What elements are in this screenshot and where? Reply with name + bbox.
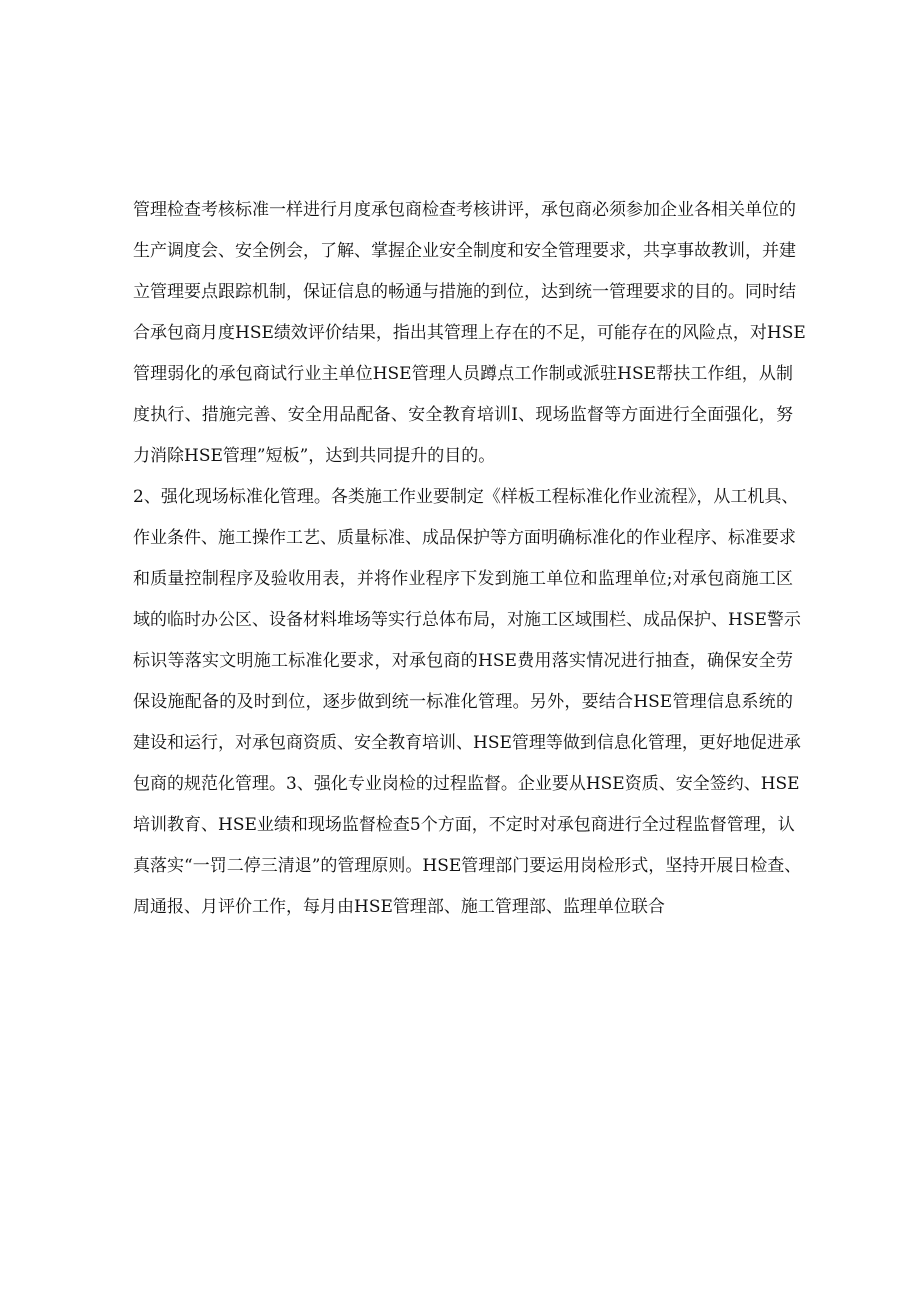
text-line: 标识等落实文明施工标准化要求，对承包商的HSE费用落实情况进行抽查，确保安全劳 (133, 651, 793, 671)
text-line: 建设和运行，对承包商资质、安全教育培训、HSE管理等做到信息化管理，更好地促进承 (133, 733, 801, 753)
text-line: 力消除HSE管理”短板”，达到共同提升的目的。 (133, 446, 496, 466)
text-line: 2、强化现场标准化管理。各类施工作业要制定《样板工程标准化作业流程》，从工机具、 (133, 487, 799, 507)
text-line: 合承包商月度HSE绩效评价结果，指出其管理上存在的不足，可能存在的风险点，对HSE (133, 323, 806, 343)
text-line: 立管理要点跟踪机制，保证信息的畅通与措施的到位，达到统一管理要求的目的。同时结 (133, 282, 796, 302)
text-line: 度执行、措施完善、安全用品配备、安全教育培训I、现场监督等方面进行全面强化，努 (133, 405, 793, 425)
text-line: 周通报、月评价工作，每月由HSE管理部、施工管理部、监理单位联合 (133, 897, 665, 917)
text-line: 和质量控制程序及验收用表，并将作业程序下发到施工单位和监理单位;对承包商施工区 (133, 569, 793, 589)
text-line: 管理检查考核标准一样进行月度承包商检查考核讲评，承包商必须参加企业各相关单位的 (133, 200, 796, 220)
text-line: 保设施配备的及时到位，逐步做到统一标准化管理。另外，要结合HSE管理信息系统的 (133, 692, 793, 712)
text-line: 作业条件、施工操作工艺、质量标准、成品保护等方面明确标准化的作业程序、标准要求 (133, 528, 796, 548)
document-body (133, 190, 806, 928)
text-line: 生产调度会、安全例会，了解、掌握企业安全制度和安全管理要求，共享事故教训，并建 (133, 241, 796, 261)
text-line: 管理弱化的承包商试行业主单位HSE管理人员蹲点工作制或派驻HSE帮扶工作组，从制 (133, 364, 793, 384)
text-line: 真落实“一罚二停三清退”的管理原则。HSE管理部门要运用岗检形式，坚持开展日检查、 (133, 856, 802, 876)
text-line: 培训教育、HSE业绩和现场监督检查5个方面，不定时对承包商进行全过程监督管理，认 (133, 815, 795, 835)
text-line: 包商的规范化管理。3、强化专业岗检的过程监督。企业要从HSE资质、安全签约、HSE (133, 774, 800, 794)
text-line: 域的临时办公区、设备材料堆场等实行总体布局，对施工区域围栏、成品保护、HSE警示 (133, 610, 801, 630)
